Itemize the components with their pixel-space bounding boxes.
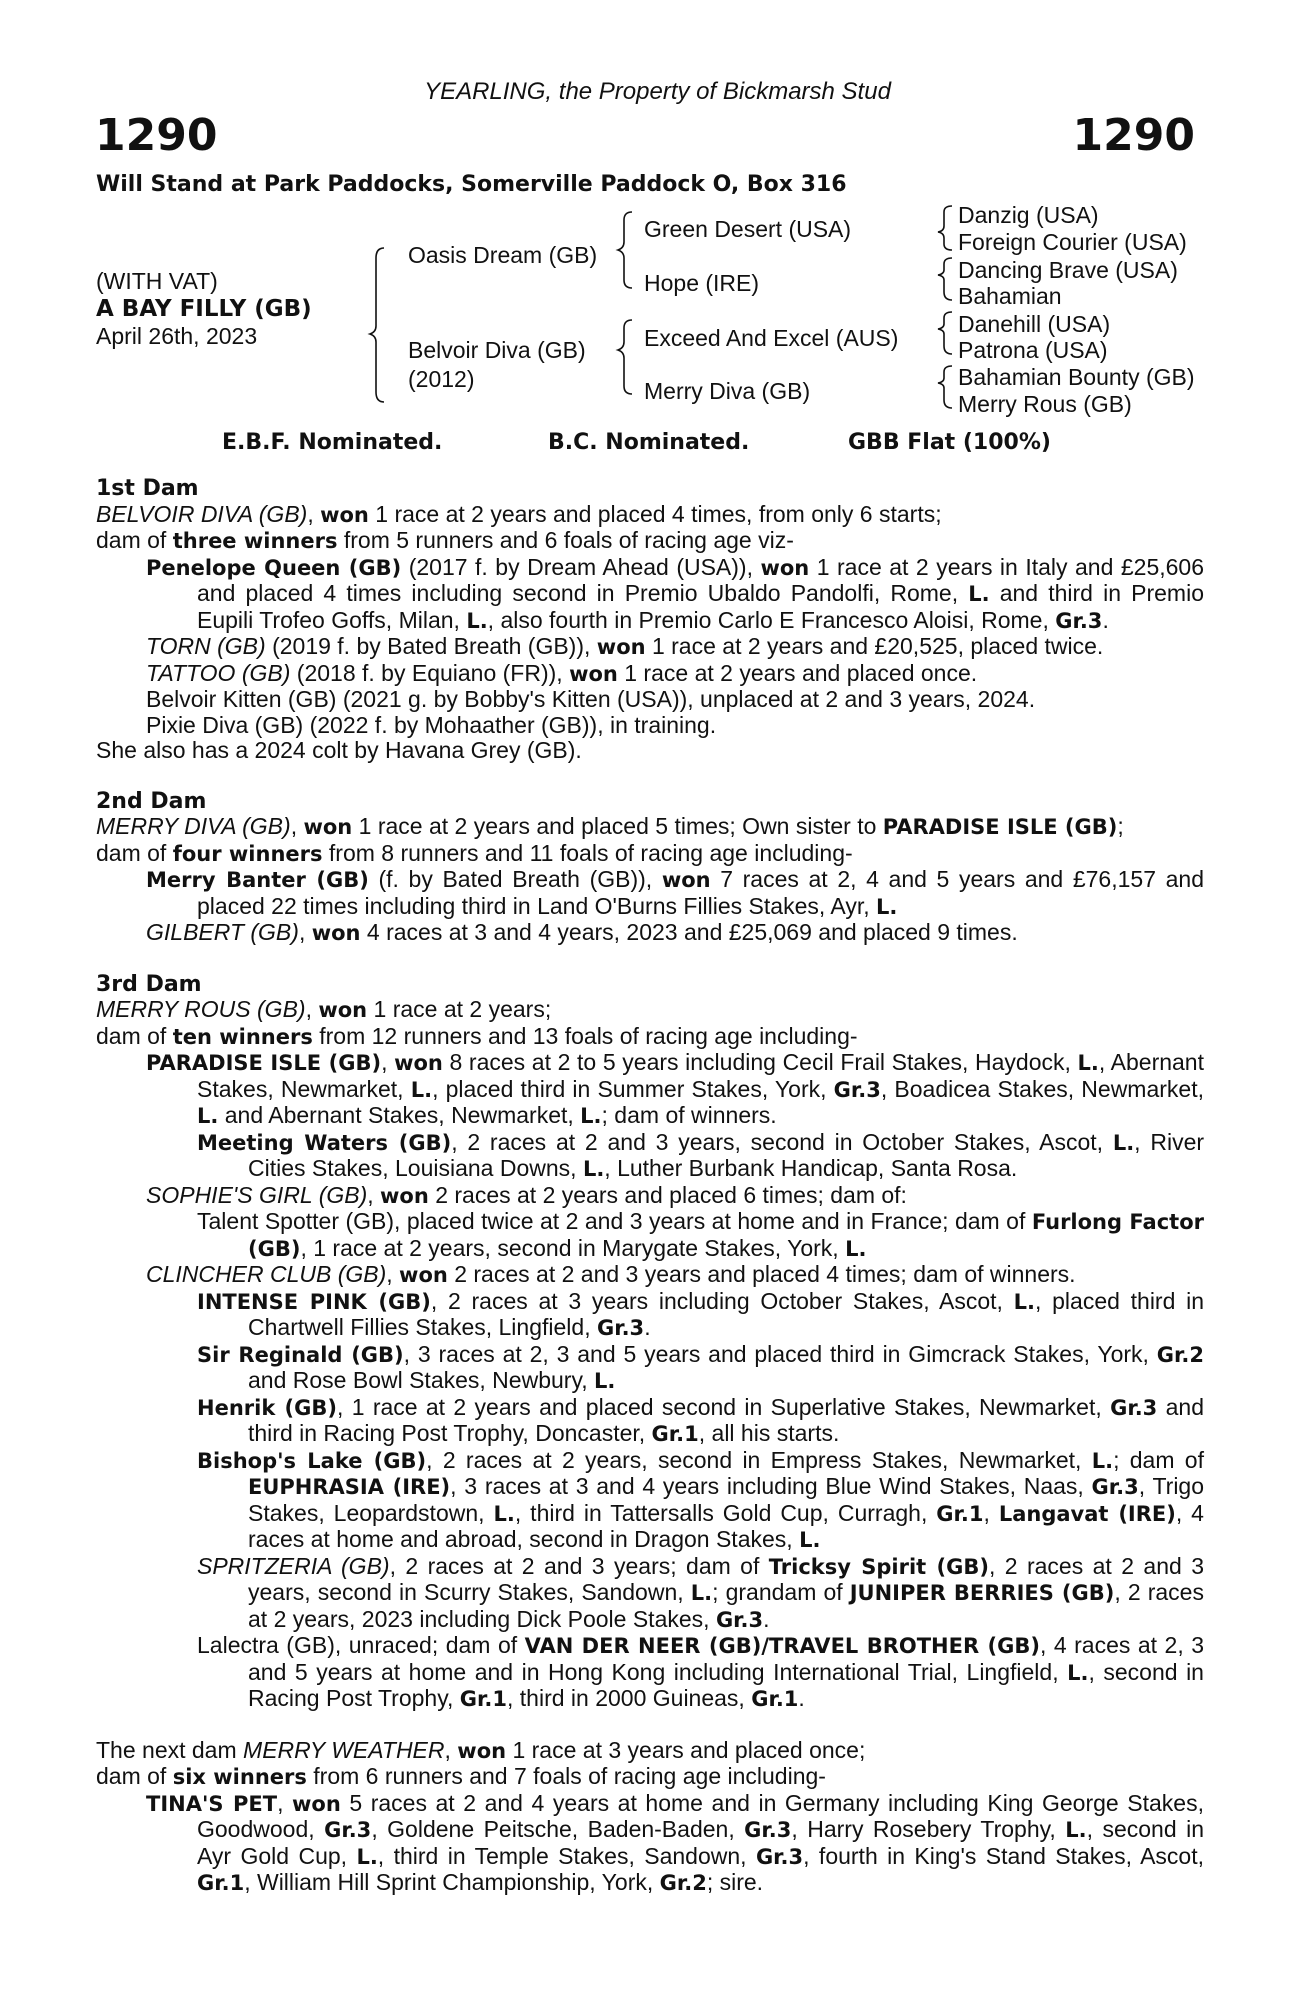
- lot-number-right: 1290: [1072, 110, 1195, 161]
- ancestor-1: Danzig (USA): [958, 202, 1099, 228]
- sire-of-sire: Green Desert (USA): [644, 216, 852, 242]
- ancestor-2: Foreign Courier (USA): [958, 229, 1187, 255]
- dam-line: MERRY DIVA (GB), won 1 race at 2 years and placed 5 times; Own sister to PARADISE ISLE (GB);: [96, 813, 1124, 839]
- sale-heading: YEARLING, the Property of Bickmarsh Stud: [424, 78, 891, 105]
- produce-entry: Talent Spotter (GB), placed twice at 2 and 3 years at home and in France; dam of Furlong Factor (GB), 1 race at 2 years, second in Marygate Stakes, York, L.: [197, 1208, 1204, 1261]
- produce-summary: dam of three winners from 5 runners and 6 foals of racing age viz-: [96, 527, 794, 553]
- dam: Belvoir Diva (GB): [408, 337, 586, 363]
- dam-year: (2012): [408, 366, 475, 392]
- lot-number-left: 1290: [95, 110, 218, 161]
- ancestor-3: Dancing Brave (USA): [958, 257, 1178, 283]
- produce-entry: Bishop's Lake (GB), 2 races at 2 years, second in Empress Stakes, Newmarket, L.; dam of EUPHRASIA (IRE), 3 races at 3 and 4 years including Blue Wind Stakes, Naas, Gr.3, Trigo Stakes, Leopardstown, L., third in Tattersalls Gold Cup, Curragh, Gr.1, Langavat (IRE), 4 races at home and abroad, second in Dragon Stakes, L.: [197, 1446, 1205, 1552]
- produce-entry: Meeting Waters (GB), 2 races at 2 and 3 years, second in October Stakes, Ascot, L., River Cities Stakes, Louisiana Downs, L., Luther Burbank Handicap, Santa Rosa.: [197, 1128, 1205, 1181]
- dam-of-sire: Hope (IRE): [644, 270, 760, 296]
- catalogue-body: [96, 476, 1204, 1897]
- dam-of-dam: Merry Diva (GB): [644, 378, 811, 404]
- section-title: 1st Dam: [96, 476, 199, 501]
- dam-line: MERRY ROUS (GB), won 1 race at 2 years;: [96, 996, 552, 1022]
- stand-location: Will Stand at Park Paddocks, Somerville Paddock O, Box 316: [96, 172, 847, 197]
- ancestor-5: Danehill (USA): [958, 311, 1111, 337]
- produce-entry: Henrik (GB), 1 race at 2 years and placed second in Superlative Stakes, Newmarket, Gr.3 and third in Racing Post Trophy, Doncaster, Gr.1, all his starts.: [197, 1393, 1205, 1446]
- ancestor-7: Bahamian Bounty (GB): [958, 364, 1195, 390]
- produce-entry: SPRITZERIA (GB), 2 races at 2 and 3 years; dam of Tricksy Spirit (GB), 2 races at 2 and 3 years, second in Scurry Stakes, Sandown, L.; grandam of JUNIPER BERRIES (GB), 2 races at 2 years, 2023 including Dick Poole Stakes, Gr.3.: [197, 1552, 1204, 1632]
- ancestor-8: Merry Rous (GB): [958, 391, 1132, 417]
- produce-entry: PARADISE ISLE (GB), won 8 races at 2 to 5 years including Cecil Frail Stakes, Haydock, L., Abernant Stakes, Newmarket, L., placed third in Summer Stakes, York, Gr.3, Boadicea Stakes, Newmarket, L. and Abernant Stakes, Newmarket, L.; dam of winners.: [146, 1049, 1204, 1128]
- sire: Oasis Dream (GB): [408, 242, 598, 268]
- produce-entry: CLINCHER CLUB (GB), won 2 races at 2 and 3 years and placed 4 times; dam of winners.: [146, 1261, 1076, 1287]
- ancestor-4: Bahamian: [958, 283, 1062, 309]
- produce-entry: Belvoir Kitten (GB) (2021 g. by Bobby's Kitten (USA)), unplaced at 2 and 3 years, 2024.: [146, 686, 1036, 712]
- section-title: 3rd Dam: [96, 971, 202, 997]
- produce-entry: Sir Reginald (GB), 3 races at 2, 3 and 5 years and placed third in Gimcrack Stakes, York, Gr.2 and Rose Bowl Stakes, Newbury, L.: [197, 1340, 1204, 1393]
- foaling-date: April 26th, 2023: [96, 323, 258, 349]
- produce-entry: TATTOO (GB) (2018 f. by Equiano (FR)), won 1 race at 2 years and placed once.: [146, 659, 978, 686]
- produce-entry: TINA'S PET, won 5 races at 2 and 4 years at home and in Germany including King George Stakes, Goodwood, Gr.3, Goldene Peitsche, Baden-Baden, Gr.3, Harry Rosebery Trophy, L., second in Ayr Gold Cup, L., third in Temple Stakes, Sandown, Gr.3, fourth in King's Stand Stakes, Ascot, Gr.1, William Hill Sprint Championship, York, Gr.2; sire.: [146, 1789, 1205, 1895]
- gbb-nomination: GBB Flat (100%): [848, 430, 1051, 455]
- ebf-nomination: E.B.F. Nominated.: [222, 430, 443, 455]
- produce-summary: dam of ten winners from 12 runners and 13 foals of racing age including-: [96, 1022, 858, 1049]
- ancestor-6: Patrona (USA): [958, 337, 1108, 363]
- produce-entry: Penelope Queen (GB) (2017 f. by Dream Ahead (USA)), won 1 race at 2 years in Italy and £25,606 and placed 4 times including second in Premio Ubaldo Pandolfi, Rome, L. and third in Premio Eupili Trofeo Goffs, Milan, L., also fourth in Premio Carlo E Francesco Aloisi, Rome, Gr.3.: [146, 553, 1204, 633]
- first-dam-section: [96, 476, 1204, 764]
- produce-entry: Lalectra (GB), unraced; dam of VAN DER NEER (GB)/TRAVEL BROTHER (GB), 4 races at 2, 3 and 5 years at home and in Hong Kong including International Trial, Lingfield, L., second in Racing Post Trophy, Gr.1, third in 2000 Guineas, Gr.1.: [197, 1632, 1205, 1711]
- dam-line: The next dam MERRY WEATHER, won 1 race at 3 years and placed once;: [96, 1736, 866, 1763]
- sire-of-dam: Exceed And Excel (AUS): [644, 325, 899, 351]
- horse-name: A BAY FILLY (GB): [96, 296, 312, 322]
- produce-entry: Merry Banter (GB) (f. by Bated Breath (GB)), won 7 races at 2, 4 and 5 years and £76,157 and placed 22 times including third in Land O'Burns Fillies Stakes, Ayr, L.: [146, 866, 1204, 919]
- produce-entry: INTENSE PINK (GB), 2 races at 3 years including October Stakes, Ascot, L., placed third in Chartwell Fillies Stakes, Lingfield, Gr.3.: [197, 1287, 1204, 1340]
- dam-line: BELVOIR DIVA (GB), won 1 race at 2 years and placed 4 times, from only 6 starts;: [96, 500, 942, 527]
- second-dam-section: [96, 789, 1204, 947]
- next-dam-section: [96, 1738, 1204, 1897]
- produce-summary: dam of four winners from 8 runners and 11 foals of racing age including-: [96, 839, 853, 866]
- section-title: 2nd Dam: [96, 788, 207, 814]
- produce-entry: SOPHIE'S GIRL (GB), won 2 races at 2 years and placed 6 times; dam of:: [146, 1181, 907, 1208]
- produce-summary: dam of six winners from 6 runners and 7 foals of racing age including-: [96, 1763, 826, 1789]
- third-dam-section: [96, 972, 1204, 1713]
- bc-nomination: B.C. Nominated.: [548, 430, 750, 455]
- produce-entry: Pixie Diva (GB) (2022 f. by Mohaather (GB)), in training.: [146, 711, 717, 738]
- produce-entry: GILBERT (GB), won 4 races at 3 and 4 years, 2023 and £25,069 and placed 9 times.: [146, 919, 1018, 945]
- vat-note: (WITH VAT): [96, 268, 218, 294]
- produce-note: She also has a 2024 colt by Havana Grey (GB).: [96, 737, 582, 763]
- produce-entry: TORN (GB) (2019 f. by Bated Breath (GB)), won 1 race at 2 years and £20,525, placed twice.: [146, 633, 1104, 659]
